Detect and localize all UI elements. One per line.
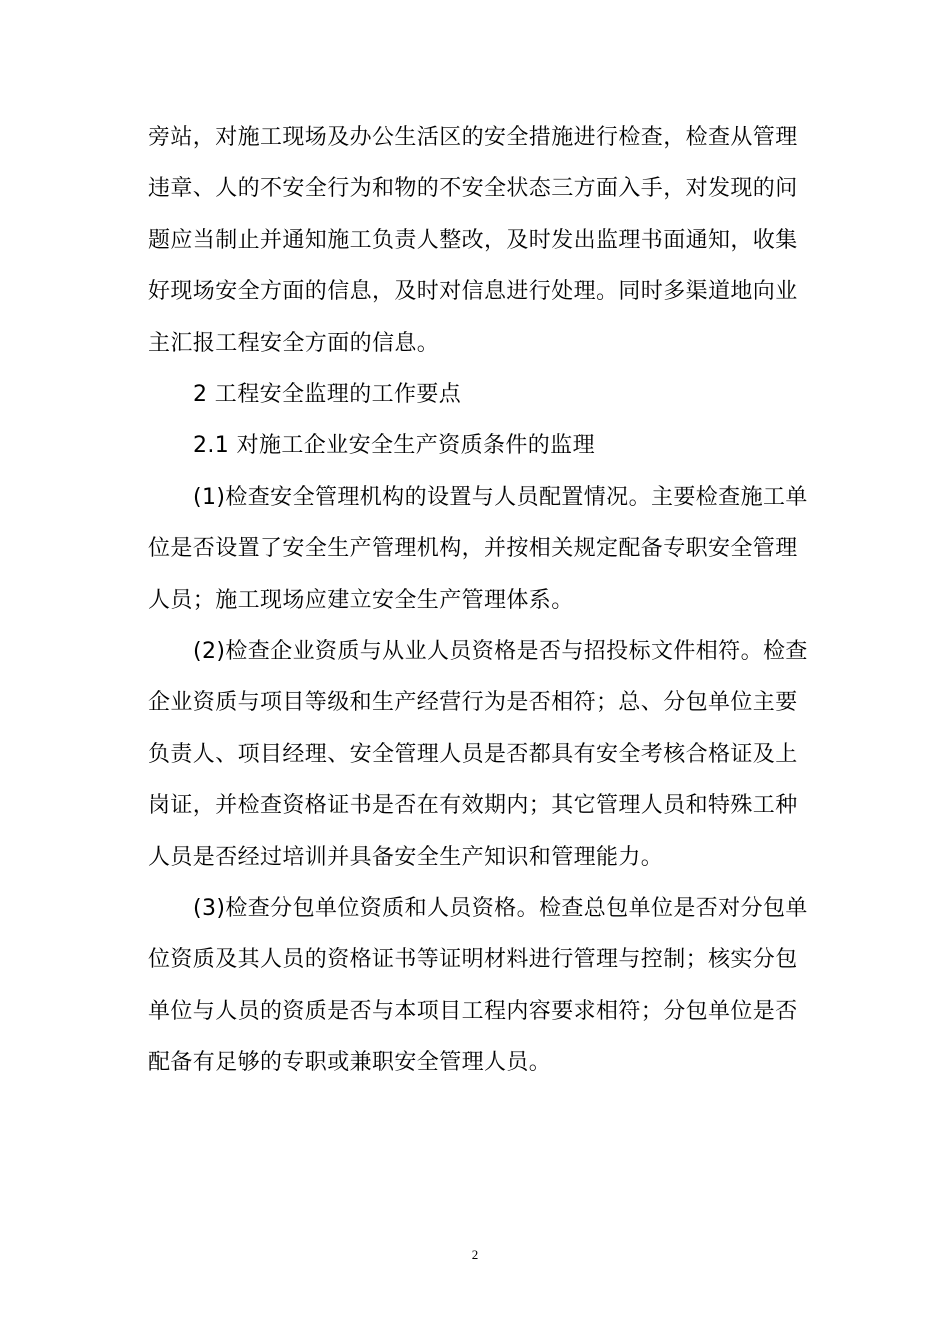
section-heading-2: 2 工程安全监理的工作要点 xyxy=(193,382,462,407)
item-1-line-3: 人员；施工现场应建立安全生产管理体系。 xyxy=(148,588,574,613)
item-3-line-4: 配备有足够的专职或兼职安全管理人员。 xyxy=(148,1050,552,1075)
text-line-2: 违章、人的不安全行为和物的不安全状态三方面入手，对发现的问 xyxy=(148,176,798,201)
item-2-line-4: 岗证，并检查资格证书是否在有效期内；其它管理人员和特殊工种 xyxy=(148,793,798,818)
text-line-1: 旁站，对施工现场及办公生活区的安全措施进行检查，检查从管理 xyxy=(148,125,798,150)
text-line-5: 主汇报工程安全方面的信息。 xyxy=(148,331,440,356)
text-line-4: 好现场安全方面的信息，及时对信息进行处理。同时多渠道地向业 xyxy=(148,279,798,304)
item-1-line-1: (1)检查安全管理机构的设置与人员配置情况。主要检查施工单 xyxy=(193,485,808,510)
item-3-line-1: (3)检查分包单位资质和人员资格。检查总包单位是否对分包单 xyxy=(193,896,808,921)
item-2-line-2: 企业资质与项目等级和生产经营行为是否相符；总、分包单位主要 xyxy=(148,690,798,715)
subsection-heading-2-1: 2.1 对施工企业安全生产资质条件的监理 xyxy=(193,433,595,458)
item-2-line-3: 负责人、项目经理、安全管理人员是否都具有安全考核合格证及上 xyxy=(148,742,798,767)
item-3-line-2: 位资质及其人员的资格证书等证明材料进行管理与控制；核实分包 xyxy=(148,947,798,972)
item-2-line-1: (2)检查企业资质与从业人员资格是否与招投标文件相符。检查 xyxy=(193,639,808,664)
page-number: 2 xyxy=(471,1247,479,1262)
item-3-line-3: 单位与人员的资质是否与本项目工程内容要求相符；分包单位是否 xyxy=(148,999,798,1024)
item-1-line-2: 位是否设置了安全生产管理机构，并按相关规定配备专职安全管理 xyxy=(148,536,798,561)
item-2-line-5: 人员是否经过培训并具备安全生产知识和管理能力。 xyxy=(148,845,664,870)
text-line-3: 题应当制止并通知施工负责人整改，及时发出监理书面通知，收集 xyxy=(148,228,798,253)
